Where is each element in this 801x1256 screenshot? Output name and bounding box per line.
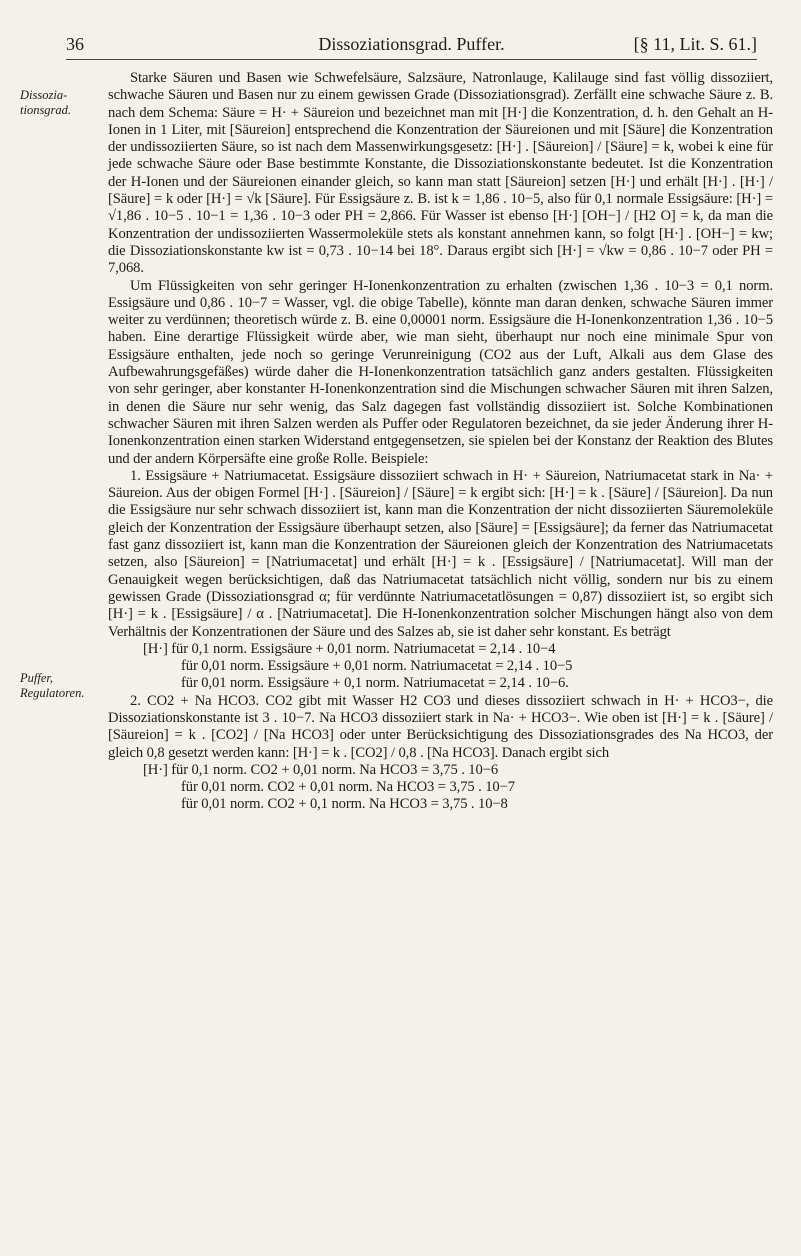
paragraph-essigsaeure-example: 1. Essigsäure + Natriumacetat. Essigsäure dissoziiert schwach in H· + Säureion, Natriumacetat stark in Na· + Säureion. Aus der obigen Formel [H·] . [Säureion] / [Säure] = k ergibt sich: [H·] = k . [Säure] / [Säureion]. Da nun die Essigsäure nur sehr schwach dissoziiert ist, kann man die Konzentration der nicht dissoziierten Säuremoleküle gleich der Konzentration der Essigsäure überhaupt setzen, also [Säure] = [Essigsäure]; da ferner das Natriumacetat fast ganz dissoziiert ist, kann man die Konzentration der Säureionen gleich der Konzentration des Natriumacetats setzen, also [Säureion] = [Natriumacetat] und erhält [H·] = k . [Essigsäure] / [Natriumacetat]. Will man der Genauigkeit wegen berücksichtigen, daß das Natriumacetat tatsächlich nicht völlig, sondern nur bis zu einem gewissen Grade (Dissoziationsgrad α; für verdünnte Natriumacetatlösungen = 0,87) dissoziiert ist, so ergibt sich [H·] = k . [Essigsäure] / α . [Natriumacetat]. Die H-Ionenkonzentration solcher Mischungen hängt also von dem Verhältnis der Konzentrationen der Säure und des Salzes ab, sie ist daher sehr konstant. Es beträgt [108,467,773,640]
paragraph-dissoziation: Starke Säuren und Basen wie Schwefelsäure, Salzsäure, Natronlauge, Kalilauge sind fast völlig dissoziiert, schwache Säuren und Basen nur zu einem gewissen Grade (Dissoziationsgrad). Zerfällt eine schwache Säure z. B. nach dem Schema: Säure = H· + Säureion und bezeichnet man mit [H·] die Konzentration, d. h. den Gehalt an H-Ionen in 1 Liter, mit [Säureion] entsprechend die Konzentration der Säureionen und mit [Säure] die Konzentration der undissoziierten Säure, so ist nach dem Massenwirkungsgesetz: [H·] . [Säureion] / [Säure] = k, wobei k eine für jede schwache Säure oder Base bestimmte Konstante, die Dissoziationskonstante bedeutet. Ist die Konzentration der H-Ionen und der Säureionen einander gleich, so kann man statt [Säureion] setzen [H·] und erhält [H·] . [H·] / [Säure] = k oder [H·] = √k [Säure]. Für Essigsäure z. B. ist k = 1,86 . 10−5, also für 0,1 normale Essigsäure: [H·] = √1,86 . 10−5 . 10−1 = 1,36 . 10−3 oder PH = 2,866. Für Wasser ist ebenso [H·] [OH−] / [H2 O] = k, da man die Konzentration der undissoziierten Wassermoleküle stets als konstant annehmen kann, so folgt [H·] . [OH−] = kw; die Dissoziationskonstante kw ist = 0,73 . 10−14 bei 18°. Daraus ergibt sich [H·] = √kw = 0,86 . 10−7 oder PH = 7,068. [108,70,773,277]
margin-note-dissoziationsgrad: Dissozia-tionsgrad. [20,88,72,117]
margin-note-puffer: Puffer, Regulatoren. [20,671,85,700]
running-header [66,30,757,56]
table-row: [H·] für 0,1 norm. Essigsäure + 0,01 norm. Natriumacetat = 2,14 . 10−4 [143,640,556,657]
page-number: 36 [66,34,84,54]
section-reference: [§ 11, Lit. S. 61.] [633,34,757,54]
table-co2 [108,762,773,814]
paragraph-puffer: Um Flüssigkeiten von sehr geringer H-Ionenkonzentration zu erhalten (zwischen 1,36 . 10−3 = 0,1 norm. Essigsäure und 0,86 . 10−7 = Wasser, vgl. die obige Tabelle), könnte man daran denken, schwache Säuren immer weiter zu verdünnen; theoretisch würde z. B. eine 0,00001 norm. Essigsäure die H-Ionenkonzentration 1,36 . 10−5 haben. Eine derartige Flüssigkeit würde aber, wie man sieht, überhaupt nur noch eine minimale Spur von Essigsäure enthalten, jede noch so geringe Verunreinigung (CO2 aus der Luft, Alkali aus dem Glase des Aufbewahrungsgefäßes) würde daher die H-Ionenkonzentration tatsächlich ganz anders gestalten. Flüssigkeiten von sehr geringer, aber konstanter H-Ionenkonzentration sind die Mischungen schwacher Säuren mit ihren Salzen, in denen die Säure nur sehr wenig, das Salz dagegen fast vollständig dissoziiert ist. Solche Kombinationen schwacher Säuren mit ihren Salzen werden als Puffer oder Regulatoren bezeichnet, da sie jeder Änderung ihrer H-Ionenkonzentration einen starken Widerstand entgegensetzen, sie spielen bei der Konstanz der Reaktion des Blutes und der andern Körpersäfte eine große Rolle. Beispiele: [108,277,773,467]
table-row: [H·] für 0,1 norm. CO2 + 0,01 norm. Na HCO3 = 3,75 . 10−6 [143,761,499,778]
body-text [108,70,773,814]
running-title: Dissoziationsgrad. Puffer. [318,34,505,54]
table-row: für 0,01 norm. Essigsäure + 0,01 norm. Natriumacetat = 2,14 . 10−5 [181,658,573,675]
table-row: für 0,01 norm. Essigsäure + 0,1 norm. Natriumacetat = 2,14 . 10−6. [181,675,569,692]
table-row: für 0,01 norm. CO2 + 0,01 norm. Na HCO3 = 3,75 . 10−7 [181,779,515,796]
paragraph-co2-example: 2. CO2 + Na HCO3. CO2 gibt mit Wasser H2 CO3 und dieses dissoziiert schwach in H· + HCO3−, die Dissoziationskonstante ist 3 . 10−7. Na HCO3 dissoziiert stark in Na· + HCO3−. Wie oben ist [H·] = k . [Säure] / [Säureion] = k . [CO2] / [Na HCO3] oder unter Berücksichtigung des Dissoziationsgrades des Na HCO3, der gleich 0,8 gesetzt werden kann: [H·] = k . [CO2] / 0,8 . [Na HCO3]. Danach ergibt sich [108,692,773,761]
header-rule [66,59,757,60]
table-essigsaeure [108,641,773,693]
table-row: für 0,01 norm. CO2 + 0,1 norm. Na HCO3 = 3,75 . 10−8 [181,796,508,813]
